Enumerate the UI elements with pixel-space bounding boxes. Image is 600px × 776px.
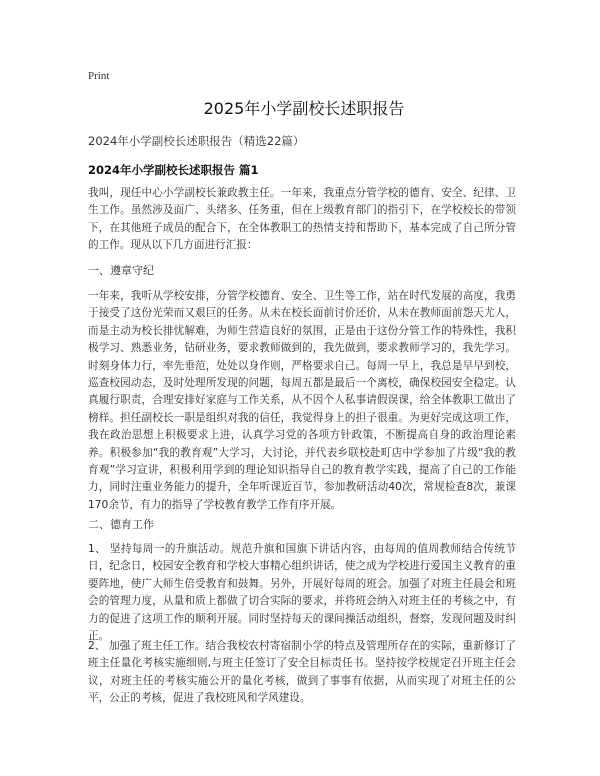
- document-page: [88, 0, 520, 776]
- section-heading: 2024年小学副校长述职报告 篇1: [88, 163, 259, 177]
- document-title: 2025年小学副校长述职报告: [203, 99, 405, 118]
- class-teacher-paragraph: 2、 加强了班主任工作。结合我校农村寄宿制小学的特点及管理所存在的实际，重新修订了班主任量化考核实施细则,与班主任签订了安全目标责任书。坚持按学校规定召开班主任会议，对班主任的考核实施公开的量化考核，做到了事事有依据，从而实现了对班主任的公平，公正的考核，促进了我校班风和学风建设。: [88, 640, 516, 705]
- heading-discipline: 一、遵章守纪: [88, 264, 154, 277]
- flag-raising-paragraph: 1、 坚持每周一的升旗活动。规范升旗和国旗下讲话内容，由每周的值周教师结合传统节日，纪念日，校园安全教育和学校大事精心组织讲话，使之成为学校进行爱国主义教育的重要阵地，使广大师生倍受教育和鼓舞。另外，开展好每周的班会。加强了对班主任晨会和班会的管理力度，从量和质上都做了切合实际的要求，并将班会纳入对班主任的考核之中，有力的促进了这项工作的顺利开展。同时坚持每天的课间操活动组织，督察，发现问题及时纠正。: [88, 543, 516, 643]
- intro-paragraph: 我叫，现任中心小学副校长兼政教主任。一年来，我重点分管学校的德育、安全、纪律、卫生工作。虽然涉及面广、头绪多、任务重，但在上级教育部门的指引下，在学校校长的带领下，在其他班子成员的配合下，在全体教职工的热情支持和帮助下，基本完成了自己所分管的工作。现从以下几方面进行汇报：: [88, 187, 516, 252]
- heading-moral-education: 二、德育工作: [88, 518, 154, 531]
- print-link[interactable]: Print: [88, 70, 110, 82]
- document-subtitle: 2024年小学副校长述职报告（精选22篇）: [88, 134, 305, 148]
- discipline-paragraph: 一年来，我听从学校安排，分管学校德育、安全、卫生等工作，站在时代发展的高度，我勇于接受了这份光荣而又艰巨的任务。从未在校长面前讨价还价，从未在教师面前怨天尤人，而是主动为校长排忧解难，为师生营造良好的氛围，正是由于这份分管工作的特殊性，我积极学习、熟悉业务，钻研业务，要求教师做到的，我先做到，要求教师学习的，我先学习。时刻身体力行，率先垂范，处处以身作则，严格要求自己。每周一早上，我总是早早到校，巡查校园动态，及时处理所发现的问题，每周五都是最后一个离校，确保校园安全稳定。认真履行职责，合理安排好家庭与工作关系，从不因个人私事请假误课，给全体教职工做出了榜样。担任副校长一职是组织对我的信任，我觉得身上的担子很重。为更好完成这项工作，我在政治思想上积极要求上进，认真学习党的各项方针政策，不断提高自身的政治理论素养。积极参加“我的教育观”大学习，大讨论，并代表乡联校赴町店中学参加了片级“我的教育观”学习宣讲，积极利用学到的理论知识指导自己的教育教学实践，提高了自己的工作能力，同时注重业务能力的提升，全年听课近百节，参加教研活动40次，常规检查8次，兼课170余节，有力的指导了学校教育教学工作有序开展。: [88, 290, 516, 511]
